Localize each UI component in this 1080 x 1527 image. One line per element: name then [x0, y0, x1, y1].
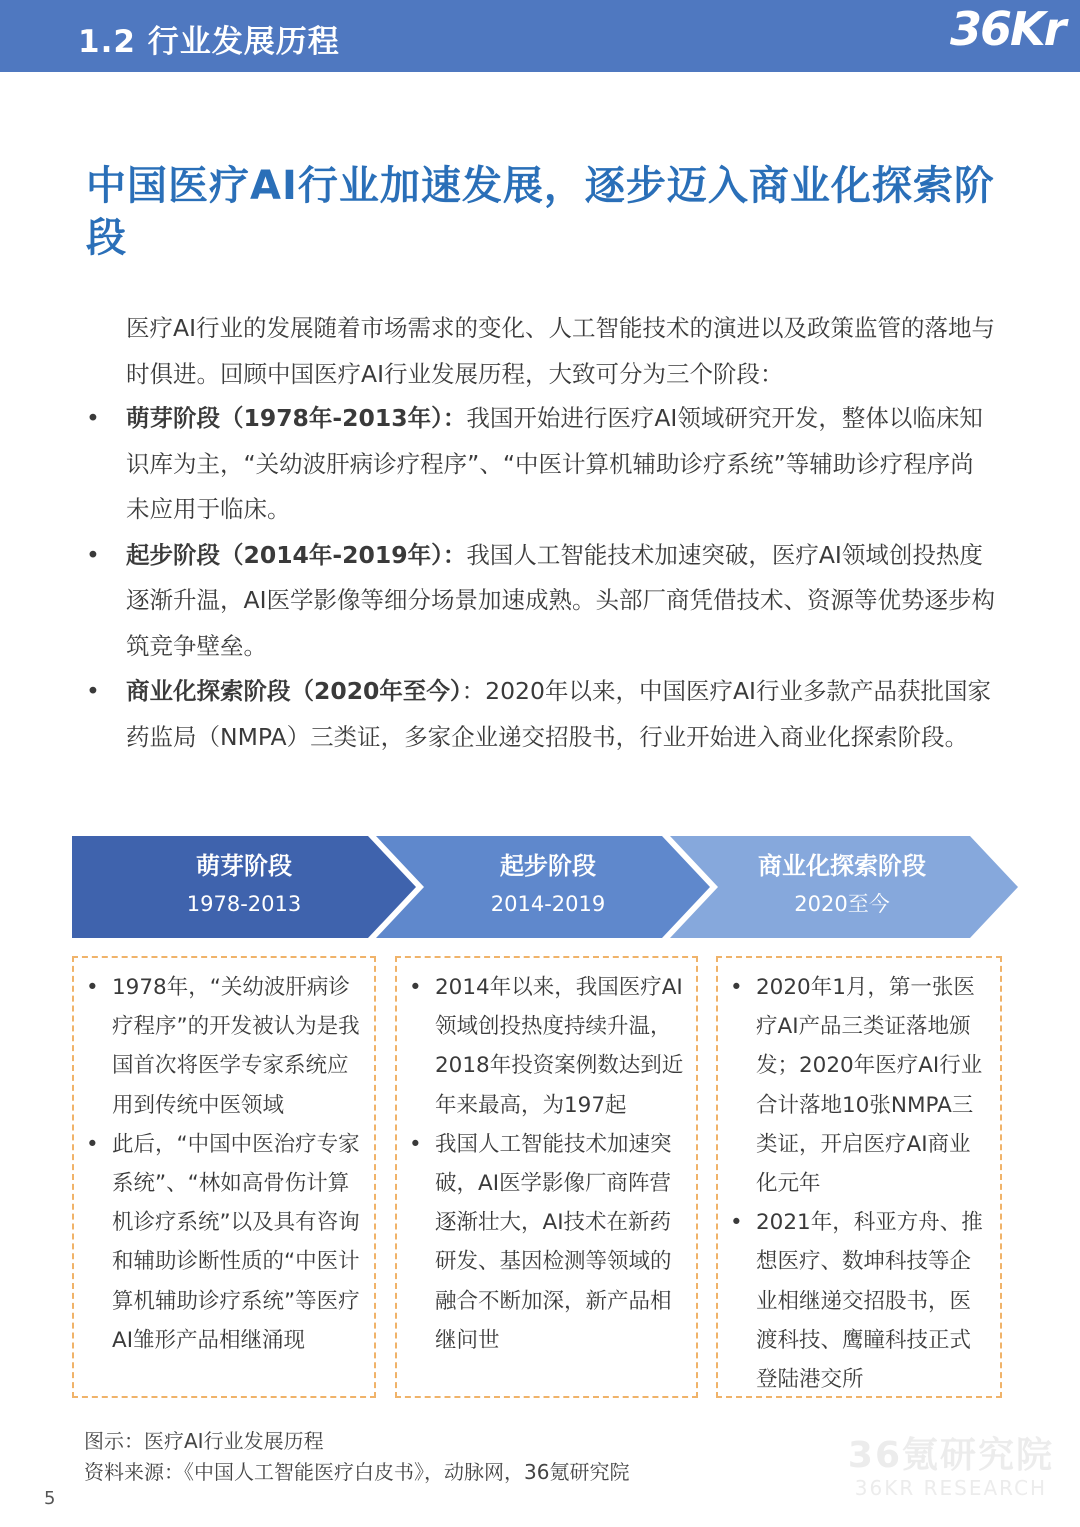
page-number: 5	[44, 1488, 56, 1509]
bullet-title: 萌芽阶段（1978年-2013年）：	[126, 404, 467, 432]
stage-years: 2020至今	[794, 892, 890, 916]
section-title: 1.2 行业发展历程	[78, 24, 340, 60]
bullet-text: 我国开始进行医疗AI领域研究开发，整体以临床知识库为主，“关幼波肝病诊疗程序”、“中医计算机辅助诊疗系统”等辅助诊疗程序尚未应用于临床。	[126, 404, 983, 523]
bullet-dot: •	[86, 540, 100, 569]
bullet-dot: •	[730, 1210, 743, 1236]
stage-bullet-list	[86, 396, 996, 760]
bullet-dot: •	[409, 1131, 422, 1157]
list-item: • 1978年，“关幼波肝病诊疗程序”的开发被认为是我国首次将医学专家系统应用到传统中医领域	[86, 968, 362, 1125]
header-bar	[0, 0, 1080, 72]
stage-name: 起步阶段	[500, 852, 596, 880]
bullet-text: 我国人工智能技术加速突破，医疗AI领域创投热度逐渐升温，AI医学影像等细分场景加速成熟。头部厂商凭借技术、资源等优势逐步构筑竞争壁垒。	[126, 540, 996, 660]
stage-label-2	[418, 848, 678, 924]
list-item: • 2020年1月，第一张医疗AI产品三类证落地颁发；2020年医疗AI行业合计落地10张NMPA三类证，开启医疗AI商业化元年	[730, 968, 988, 1203]
page-title: 中国医疗AI行业加速发展，逐步迈入商业化探索阶段	[86, 163, 995, 261]
stage-timeline	[72, 836, 1022, 938]
bullet-text: ：2020年以来，中国医疗AI行业多款产品获批国家药监局（NMPA）三类证，多家企业递交招股书，行业开始进入商业化探索阶段。	[126, 677, 991, 751]
watermark	[848, 1436, 1054, 1500]
stage-detail-box-2	[395, 956, 698, 1398]
bullet-dot: •	[730, 975, 743, 1000]
stage-years: 1978-2013	[186, 892, 302, 916]
list-item: • 我国人工智能技术加速突破，AI医学影像厂商阵营逐渐壮大，AI技术在新药研发、基因检测等领域的融合不断加深，新产品相继问世	[409, 1125, 684, 1360]
watermark-cn: 36氪研究院	[847, 1435, 1054, 1476]
bullet-title: 起步阶段（2014年-2019年）：	[126, 540, 467, 569]
intro-paragraph: 医疗AI行业的发展随着市场需求的变化、人工智能技术的演进以及政策监管的落地与时俱进。回顾中国医疗AI行业发展历程，大致可分为三个阶段：	[126, 314, 996, 388]
logo-text: 36Kr	[950, 2, 1065, 56]
figure-caption	[84, 1426, 629, 1488]
stage-detail-box-1	[72, 956, 376, 1398]
stage-label-1	[114, 848, 374, 924]
list-item	[86, 669, 996, 760]
figure-title: 图示：医疗AI行业发展历程	[84, 1429, 324, 1453]
bullet-dot: •	[86, 404, 100, 432]
list-item	[86, 533, 996, 670]
logo	[940, 0, 1080, 72]
stage-name: 萌芽阶段	[196, 852, 292, 880]
bullet-title: 商业化探索阶段（2020年至今）	[126, 677, 462, 705]
list-item: • 2021年，科亚方舟、推想医疗、数坤科技等企业相继递交招股书，医渡科技、鹰瞳科技正式登陆港交所	[730, 1203, 988, 1399]
stage-detail-box-3	[716, 956, 1002, 1398]
bullet-dot: •	[86, 1131, 99, 1157]
watermark-en: 36KR RESEARCH	[854, 1476, 1048, 1500]
bullet-dot: •	[86, 975, 99, 1000]
list-item: • 此后，“中国中医治疗专家系统”、“林如高骨伤计算机诊疗系统”以及具有咨询和辅助诊断性质的“中医计算机辅助诊疗系统”等医疗AI雏形产品相继涌现	[86, 1125, 362, 1360]
bullet-dot: •	[409, 975, 422, 1000]
bullet-dot: •	[86, 677, 100, 705]
figure-source: 资料来源：《中国人工智能医疗白皮书》，动脉网，36氪研究院	[84, 1460, 630, 1484]
stage-name: 商业化探索阶段	[758, 852, 926, 880]
list-item: • 2014年以来，我国医疗AI领域创投热度持续升温，2018年投资案例数达到近年来最高，为197起	[409, 968, 684, 1125]
list-item	[86, 396, 996, 533]
stage-label-3	[712, 848, 972, 924]
stage-years: 2014-2019	[490, 892, 606, 916]
